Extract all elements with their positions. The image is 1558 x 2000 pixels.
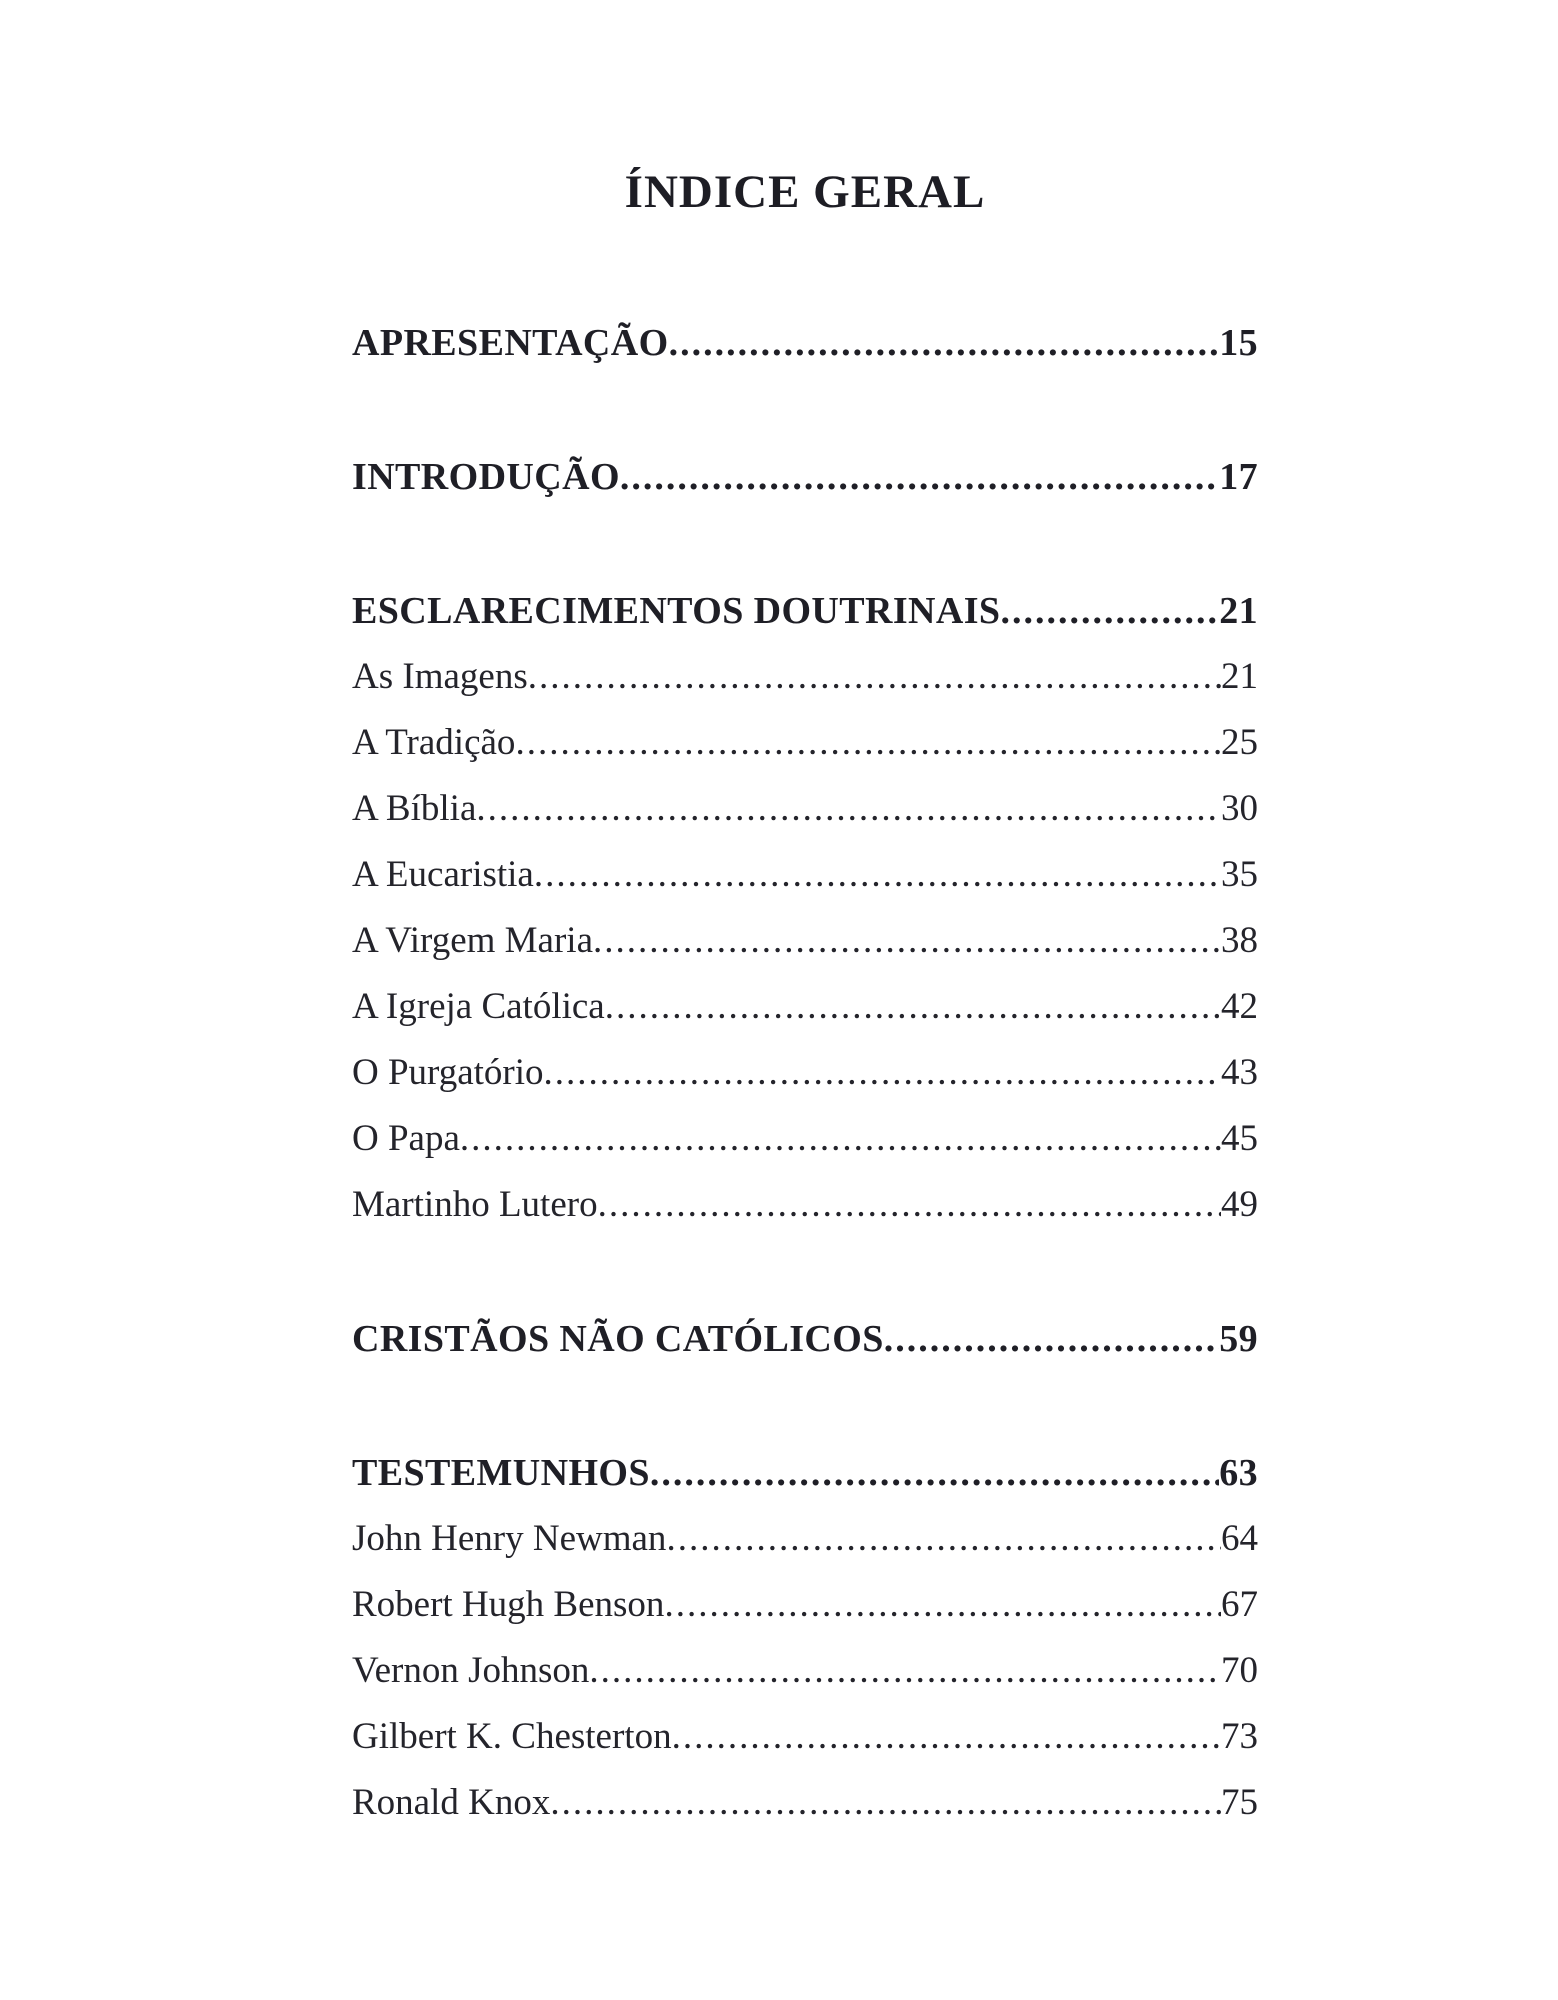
toc-entry bbox=[352, 644, 1258, 710]
toc-entry bbox=[352, 578, 1258, 644]
toc-entry bbox=[352, 1106, 1258, 1172]
toc-entry-page: 64 bbox=[1221, 1518, 1258, 1560]
page-title: ÍNDICE GERAL bbox=[624, 166, 986, 219]
dot-leader bbox=[666, 1506, 1221, 1572]
toc-entry-page: 73 bbox=[1221, 1716, 1258, 1758]
dot-leader bbox=[650, 1440, 1219, 1506]
table-of-contents bbox=[352, 310, 1258, 1836]
dot-leader bbox=[515, 710, 1221, 776]
toc-entry bbox=[352, 1440, 1258, 1506]
toc-entry-page: 59 bbox=[1219, 1318, 1258, 1361]
toc-entry bbox=[352, 974, 1258, 1040]
toc-entry-page: 42 bbox=[1221, 986, 1258, 1028]
toc-entry bbox=[352, 1172, 1258, 1238]
toc-entry-label: A Bíblia bbox=[352, 788, 477, 830]
toc-entry-label: O Purgatório bbox=[352, 1052, 544, 1094]
toc-entry-label: As Imagens bbox=[352, 656, 528, 698]
toc-entry bbox=[352, 1306, 1258, 1372]
toc-entry-page: 49 bbox=[1221, 1184, 1258, 1226]
toc-entry-label: Gilbert K. Chesterton bbox=[352, 1716, 672, 1758]
dot-leader bbox=[589, 1638, 1221, 1704]
toc-entry-page: 25 bbox=[1221, 722, 1258, 764]
dot-leader bbox=[605, 974, 1221, 1040]
toc-entry-page: 15 bbox=[1219, 322, 1258, 365]
toc-entry-page: 63 bbox=[1219, 1452, 1258, 1495]
toc-entry-page: 21 bbox=[1219, 590, 1258, 633]
toc-entry bbox=[352, 1040, 1258, 1106]
dot-leader bbox=[672, 1704, 1221, 1770]
toc-entry-label: A Virgem Maria bbox=[352, 920, 593, 962]
dot-leader bbox=[593, 908, 1221, 974]
toc-entry bbox=[352, 1770, 1258, 1836]
toc-entry-page: 75 bbox=[1221, 1782, 1258, 1824]
toc-entry bbox=[352, 710, 1258, 776]
dot-leader bbox=[534, 842, 1221, 908]
toc-entry-label: A Eucaristia bbox=[352, 854, 534, 896]
dot-leader bbox=[884, 1306, 1219, 1372]
toc-entry bbox=[352, 310, 1258, 376]
toc-entry bbox=[352, 1704, 1258, 1770]
dot-leader bbox=[620, 444, 1219, 510]
toc-entry-label: John Henry Newman bbox=[352, 1518, 667, 1560]
toc-entry-label: TESTEMUNHOS bbox=[352, 1452, 650, 1495]
toc-entry-page: 70 bbox=[1221, 1650, 1258, 1692]
toc-entry bbox=[352, 1638, 1258, 1704]
toc-entry-label: Robert Hugh Benson bbox=[352, 1584, 665, 1626]
dot-leader bbox=[664, 1572, 1221, 1638]
toc-entry-page: 45 bbox=[1221, 1118, 1258, 1160]
toc-entry-page: 17 bbox=[1219, 456, 1258, 499]
toc-entry bbox=[352, 1506, 1258, 1572]
dot-leader bbox=[598, 1172, 1221, 1238]
toc-entry bbox=[352, 776, 1258, 842]
toc-entry-label: INTRODUÇÃO bbox=[352, 456, 620, 499]
toc-entry-page: 38 bbox=[1221, 920, 1258, 962]
toc-entry-page: 67 bbox=[1221, 1584, 1258, 1626]
toc-entry-label: ESCLARECIMENTOS DOUTRINAIS bbox=[352, 590, 1001, 633]
toc-entry bbox=[352, 908, 1258, 974]
dot-leader bbox=[550, 1770, 1221, 1836]
toc-entry-label: APRESENTAÇÃO bbox=[352, 322, 669, 365]
toc-entry-label: A Tradição bbox=[352, 722, 516, 764]
dot-leader bbox=[528, 644, 1221, 710]
dot-leader bbox=[544, 1040, 1221, 1106]
toc-entry-label: Ronald Knox bbox=[352, 1782, 551, 1824]
dot-leader bbox=[1000, 578, 1219, 644]
toc-entry-page: 21 bbox=[1221, 656, 1258, 698]
dot-leader bbox=[460, 1106, 1221, 1172]
toc-entry-label: A Igreja Católica bbox=[352, 986, 605, 1028]
toc-entry-page: 30 bbox=[1221, 788, 1258, 830]
toc-entry-label: CRISTÃOS NÃO CATÓLICOS bbox=[352, 1318, 884, 1361]
toc-entry-label: O Papa bbox=[352, 1118, 460, 1160]
toc-entry-label: Martinho Lutero bbox=[352, 1184, 598, 1226]
dot-leader bbox=[476, 776, 1221, 842]
toc-entry-label: Vernon Johnson bbox=[352, 1650, 590, 1692]
toc-entry bbox=[352, 1572, 1258, 1638]
toc-entry bbox=[352, 444, 1258, 510]
dot-leader bbox=[669, 310, 1220, 376]
toc-entry-page: 35 bbox=[1221, 854, 1258, 896]
toc-entry bbox=[352, 842, 1258, 908]
toc-entry-page: 43 bbox=[1221, 1052, 1258, 1094]
